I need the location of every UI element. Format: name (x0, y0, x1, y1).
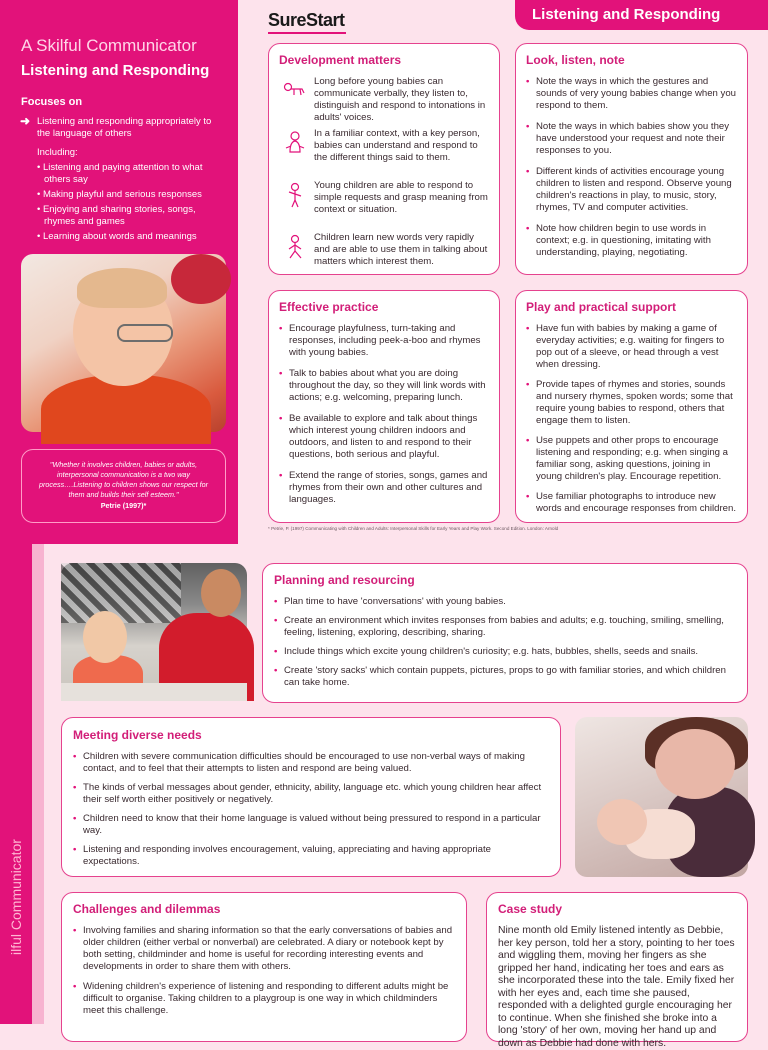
look-list (526, 76, 737, 259)
effective-practice-card (268, 290, 500, 523)
background-pattern (61, 563, 181, 623)
planning-item: • Create 'story sacks' which contain puppets, pictures, props to go with familiar stories, and which children can take home. (274, 665, 736, 689)
baby-head-shape (83, 611, 127, 663)
toddler-photo (21, 254, 226, 432)
look-item: • Note the ways in which the gestures and sounds of very young babies change when you respond to them. (526, 76, 737, 112)
card-title: Planning and resourcing (274, 573, 415, 587)
case-study-card (486, 892, 748, 1049)
development-row (279, 76, 489, 128)
development-text: Children learn new words very rapidly and are able to use them in talking about matters which interest them. (314, 232, 488, 267)
effective-list (279, 323, 489, 506)
baby-head-shape (597, 799, 647, 845)
panel-title: A Skilful Communicator (21, 36, 197, 55)
challenges-list (73, 925, 455, 1017)
meeting-item: • Children need to know that their home language is valued without being pressured to respond in a particular way. (73, 813, 549, 837)
man-and-baby-photo (61, 563, 247, 701)
table-shape (61, 683, 247, 701)
play-list (526, 323, 737, 515)
planning-item: • Create an environment which invites responses from babies and adults; e.g. touching, smiling, smelling, feeling, listening, exploring, describing, sharing. (274, 615, 736, 639)
balloon-shape (171, 254, 231, 304)
card-title: Development matters (279, 53, 402, 67)
vertical-label-communicator: ilful Communicator (8, 839, 24, 955)
meeting-diverse-needs-card (61, 717, 561, 877)
challenges-item: • Involving families and sharing information so that the early conversations of babies and older children (either verbal or nonverbal) are celebrated. A diary or notebook kept by both setting, childminder and home is useful for recording interesting events and developments in order to share them with others. (73, 925, 455, 973)
quote-box (21, 449, 226, 523)
card-title: Case study (498, 902, 563, 916)
quote-source: Petrie (1997)* (100, 501, 147, 510)
including-label: Including: (37, 147, 78, 158)
glasses-shape (117, 324, 173, 342)
focus-list (37, 162, 227, 246)
focus-item: • Making playful and serious responses (37, 189, 202, 200)
sitting-baby-icon (282, 130, 308, 156)
focus-item: • Listening and paying attention to what others say (37, 162, 203, 185)
play-item: • Have fun with babies by making a game of everyday activities; e.g. waiting for fingers to pop out of a sleeve, or head through a vest when dressing. (526, 323, 737, 371)
look-item: • Different kinds of activities encourage young children to listen and respond. Observe young children's reactions in play, to music, story, rhymes, TV and computer activities. (526, 166, 737, 214)
development-text: Long before young babies can communicate verbally, they listen to, distinguish and respond to intonations in adults' voices. (314, 76, 486, 123)
effective-item: • Encourage playfulness, turn-taking and responses, including peek-a-boo and rhymes with young babies. (279, 323, 489, 359)
surestart-logo: SureStart (268, 10, 345, 30)
card-title: Play and practical support (526, 300, 677, 314)
planning-list (274, 596, 736, 689)
focus-item: • Enjoying and sharing stories, songs, rhymes and games (37, 204, 196, 227)
walking-child-icon (282, 234, 308, 260)
play-item: • Provide tapes of rhymes and stories, sounds and nursery rhymes, spoken words; some that require young babies to respond, others that engage them to listen. (526, 379, 737, 427)
logo-underline (268, 32, 346, 34)
planning-resourcing-card (262, 563, 748, 703)
challenges-dilemmas-card (61, 892, 467, 1042)
play-item: • Use puppets and other props to encourage listening and responding; e.g. when singing a familiar song, asking questions, joining in young children's play. Encourage repetition. (526, 435, 737, 483)
focus-text: Listening and responding appropriately to the language of others (37, 116, 212, 139)
quote-text: "Whether it involves children, babies or adults, interpersonal communication is a two way process….Listening to children shows our respect for them and builds their self esteem." (39, 460, 208, 499)
left-panel (0, 0, 238, 544)
card-title: Challenges and dilemmas (73, 902, 221, 916)
development-matters-card (268, 43, 500, 275)
woman-face-shape (655, 729, 735, 799)
card-title: Effective practice (279, 300, 379, 314)
development-row (279, 180, 489, 232)
look-listen-note-card (515, 43, 748, 275)
play-practical-support-card (515, 290, 748, 523)
focus-item: • Learning about words and meanings (37, 231, 197, 242)
meeting-item: • Listening and responding involves encouragement, valuing, appreciating and having appropriate expectations. (73, 844, 549, 868)
section-tag: Listening and Responding (515, 0, 768, 30)
case-study-text: Nine month old Emily listened intently as Debbie, her key person, told her a story, pointing to her toes and wiggling them, moving her fingers as she gripped her hand, indicating her toes and ears as she incorporated these into the tale. Emily fixed her with her eyes and, each time she paused, responded with a delighted gurgle encouraging her to continue. When she finished she broke into a long 'story' of her own, moving her hand up and down as Debbie had done with hers. (498, 925, 735, 1049)
man-head-shape (201, 569, 241, 617)
development-text: In a familiar context, with a key person, babies can understand and respond to the different things said to them. (314, 128, 480, 163)
development-row (279, 128, 489, 180)
effective-item: • Be available to explore and talk about things which interest young children indoors and outdoors, and listen to and respond to their questions, both serious and playful. (279, 413, 489, 461)
arrow-icon: ➜ (20, 114, 31, 128)
effective-item: • Talk to babies about what you are doing throughout the day, so they will link words with actions; e.g. welcoming, preparing lunch. (279, 368, 489, 404)
side-strip-light (32, 544, 44, 1024)
meeting-item: • Children with severe communication difficulties should be encouraged to use non-verbal ways of making contact, and to feel that their attempts to listen and respond are being valued. (73, 751, 549, 775)
meeting-item: • The kinds of verbal messages about gender, ethnicity, ability, language etc. which young children hear affect their self worth either positively or negatively. (73, 782, 549, 806)
planning-item: • Include things which excite young children's curiosity; e.g. hats, bubbles, shells, seeds and snails. (274, 646, 736, 658)
card-title: Meeting diverse needs (73, 728, 202, 742)
development-text: Young children are able to respond to simple requests and grasp meaning from context or situation. (314, 180, 488, 215)
challenges-item: • Widening children's experience of listening and responding to different adults might be difficult to organise. Taking children to a playgroup is one way in which childminders meet this challenge. (73, 981, 455, 1017)
standing-child-icon (282, 182, 308, 208)
planning-item: • Plan time to have 'conversations' with young babies. (274, 596, 736, 608)
hair-shape (77, 268, 167, 308)
meeting-list (73, 751, 549, 868)
card-title: Look, listen, note (526, 53, 625, 67)
development-row (279, 232, 489, 284)
play-item: • Use familiar photographs to introduce new words and encourage responses from children. (526, 491, 737, 515)
effective-item: • Extend the range of stories, songs, games and rhymes from their own and other cultures and languages. (279, 470, 489, 506)
look-item: • Note how children begin to use words in context; e.g. in questioning, imitating with understanding, playing, negotiating. (526, 223, 737, 259)
look-item: • Note the ways in which babies show you they have understood your request and note their responses to you. (526, 121, 737, 157)
footnote: * Petrie, P. (1997) Communicating with Children and Adults: Interpersonal Skills for Early Years and Play Work. Second Edition. London: Arnold (268, 526, 559, 531)
focuses-heading: Focuses on (21, 96, 83, 108)
crawling-baby-icon (282, 78, 308, 104)
woman-and-baby-photo (575, 717, 748, 877)
panel-subtitle: Listening and Responding (21, 62, 210, 79)
